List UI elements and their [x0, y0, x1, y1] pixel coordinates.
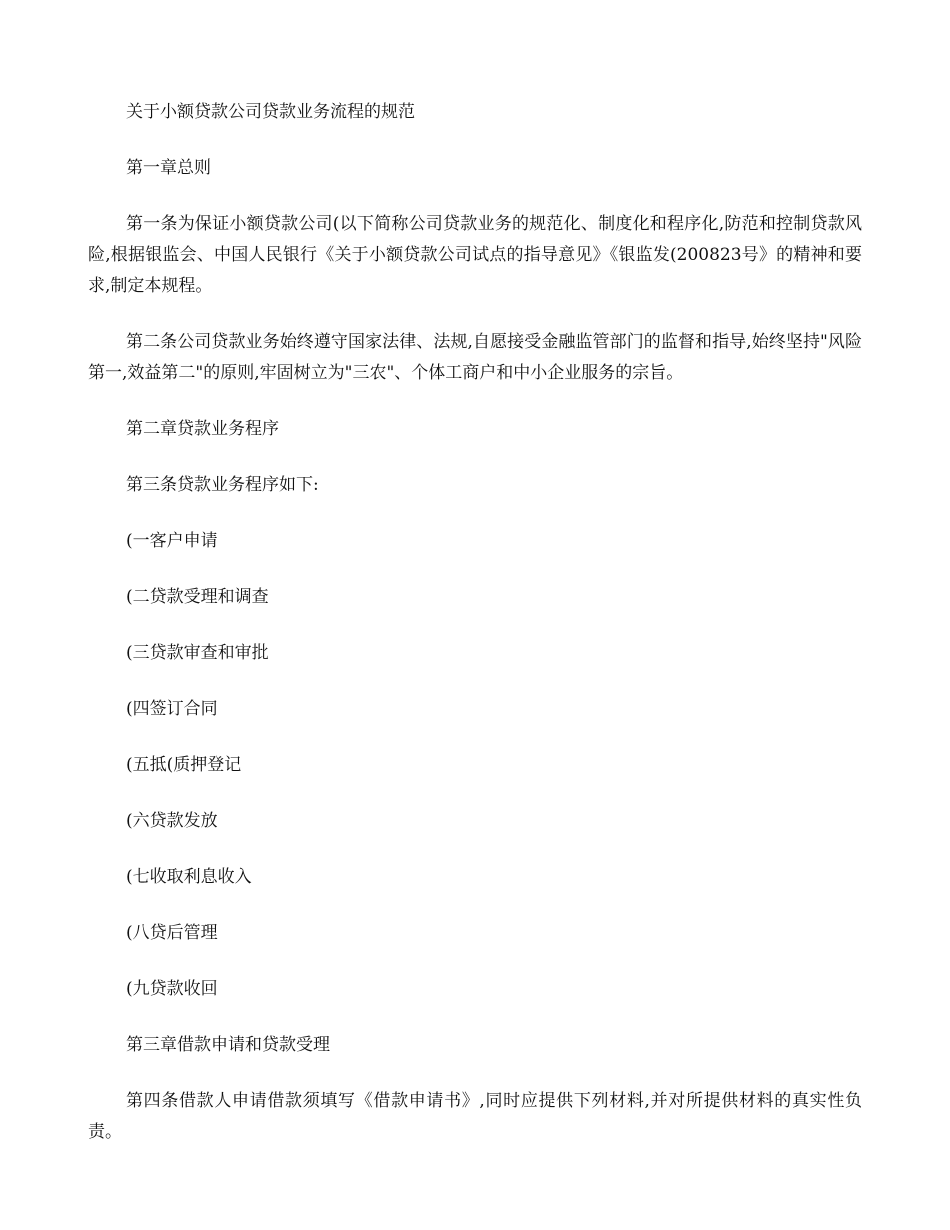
procedure-step-3: (三贷款审查和审批 — [126, 643, 269, 663]
procedure-step-1: (一客户申请 — [126, 531, 218, 551]
article-1-paragraph: 第一条为保证小额贷款公司(以下简称公司贷款业务的规范化、制度化和程序化,防范和控制贷款风险,根据银监会、中国人民银行《关于小额贷款公司试点的指导意见》《银监发(200823号》的精神和要求,制定本规程。 — [88, 214, 862, 296]
procedure-step-2: (二贷款受理和调查 — [126, 587, 269, 607]
article-3-paragraph: 第三条贷款业务程序如下: — [126, 475, 319, 495]
chapter-3-heading: 第三章借款申请和贷款受理 — [126, 1035, 330, 1055]
procedure-step-9: (九贷款收回 — [126, 979, 218, 999]
chapter-2-heading: 第二章贷款业务程序 — [126, 419, 279, 439]
procedure-step-5: (五抵(质押登记 — [126, 755, 242, 775]
document-body — [88, 97, 862, 1173]
chapter-1-heading: 第一章总则 — [126, 158, 211, 178]
article-4-paragraph: 第四条借款人申请借款须填写《借款申请书》,同时应提供下列材料,并对所提供材料的真实性负责。 — [88, 1091, 862, 1142]
procedure-step-8: (八贷后管理 — [126, 923, 218, 943]
procedure-step-6: (六贷款发放 — [126, 811, 218, 831]
document-title: 关于小额贷款公司贷款业务流程的规范 — [126, 102, 415, 122]
procedure-step-7: (七收取利息收入 — [126, 867, 252, 887]
procedure-step-4: (四签订合同 — [126, 699, 218, 719]
article-2-paragraph: 第二条公司贷款业务始终遵守国家法律、法规,自愿接受金融监管部门的监督和指导,始终坚持"风险第一,效益第二"的原则,牢固树立为"三农"、个体工商户和中小企业服务的宗旨。 — [88, 332, 863, 383]
